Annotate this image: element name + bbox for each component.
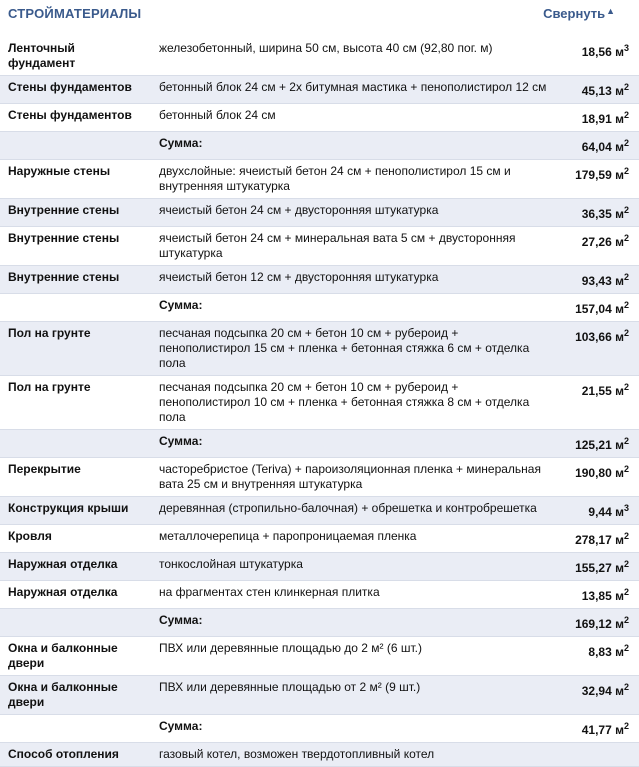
row-area — [555, 525, 639, 553]
row-description: двухслойные: ячеистый бетон 24 см + пенополистирол 15 см и внутренняя штукатурка — [148, 160, 555, 199]
section-header — [0, 0, 639, 36]
row-area — [555, 294, 639, 322]
row-name — [0, 430, 148, 458]
table-row — [0, 525, 639, 553]
table-row — [0, 266, 639, 294]
row-description: ячеистый бетон 12 см + двусторонняя штукатурка — [148, 266, 555, 294]
row-description: газовый котел, возможен твердотопливный котел — [148, 743, 555, 767]
row-area — [555, 497, 639, 525]
unit-exponent: 3 — [623, 43, 629, 53]
unit-exponent: 3 — [623, 503, 629, 513]
unit-exponent: 2 — [623, 328, 629, 338]
row-description: песчаная подсыпка 20 см + бетон 10 см + рубероид + пенополистирол 10 см + пленка + бетонная стяжка 8 см + отделка пола — [148, 376, 555, 430]
table-row — [0, 458, 639, 497]
unit-exponent: 2 — [623, 205, 629, 215]
table-row — [0, 637, 639, 676]
row-area — [555, 553, 639, 581]
chevron-up-icon[interactable]: ▲ — [606, 6, 615, 16]
row-area — [555, 266, 639, 294]
row-description: бетонный блок 24 см — [148, 104, 555, 132]
sum-row — [0, 430, 639, 458]
area-value: 18,91 м — [581, 112, 624, 126]
row-name: Конструкция крыши — [0, 497, 148, 525]
collapse-button[interactable] — [543, 6, 615, 21]
area-value: 8,83 м — [588, 645, 624, 659]
row-name: Наружные стены — [0, 160, 148, 199]
unit-exponent: 2 — [623, 382, 629, 392]
area-value: 27,26 м — [581, 235, 624, 249]
unit-exponent: 2 — [623, 615, 629, 625]
area-value: 9,44 м — [588, 505, 624, 519]
area-value: 21,55 м — [581, 384, 624, 398]
row-area — [555, 76, 639, 104]
row-area — [555, 322, 639, 376]
row-description: ПВХ или деревянные площадью до 2 м² (6 шт.) — [148, 637, 555, 676]
row-area — [555, 227, 639, 266]
row-area — [555, 676, 639, 715]
row-name: Пол на грунте — [0, 322, 148, 376]
row-description: часторебристое (Teriva) + пароизоляционная пленка + минеральная вата 25 см и внутренняя штукатурка — [148, 458, 555, 497]
row-area — [555, 637, 639, 676]
row-area — [555, 160, 639, 199]
row-area — [555, 609, 639, 637]
table-row — [0, 497, 639, 525]
row-name: Окна и балконные двери — [0, 637, 148, 676]
row-name — [0, 609, 148, 637]
row-area — [555, 376, 639, 430]
unit-exponent: 2 — [623, 531, 629, 541]
area-value: 125,21 м — [575, 438, 624, 452]
row-name: Внутренние стены — [0, 199, 148, 227]
section-title: СТРОЙМАТЕРИАЛЫ — [8, 6, 142, 21]
table-row — [0, 227, 639, 266]
unit-exponent: 2 — [623, 464, 629, 474]
sum-row — [0, 132, 639, 160]
row-description: песчаная подсыпка 20 см + бетон 10 см + рубероид + пенополистирол 15 см + пленка + бетонная стяжка 6 см + отделка пола — [148, 322, 555, 376]
table-row — [0, 553, 639, 581]
table-row — [0, 676, 639, 715]
area-value: 278,17 м — [575, 533, 624, 547]
area-value: 36,35 м — [581, 207, 624, 221]
row-name: Наружная отделка — [0, 581, 148, 609]
sum-row — [0, 294, 639, 322]
row-name: Внутренние стены — [0, 227, 148, 266]
row-name: Способ отопления — [0, 743, 148, 767]
row-area — [555, 743, 639, 767]
area-value: 18,56 м — [581, 45, 624, 59]
row-name — [0, 715, 148, 743]
unit-exponent: 2 — [623, 587, 629, 597]
area-value: 169,12 м — [575, 617, 624, 631]
unit-exponent: 2 — [623, 300, 629, 310]
row-name: Кровля — [0, 525, 148, 553]
row-area — [555, 715, 639, 743]
unit-exponent: 2 — [623, 436, 629, 446]
table-row — [0, 322, 639, 376]
row-description: деревянная (стропильно-балочная) + обрешетка и контробрешетка — [148, 497, 555, 525]
table-row — [0, 376, 639, 430]
area-value: 190,80 м — [575, 466, 624, 480]
table-row — [0, 581, 639, 609]
materials-table — [0, 36, 639, 767]
area-value: 157,04 м — [575, 302, 624, 316]
sum-label: Сумма: — [148, 430, 555, 458]
unit-exponent: 2 — [623, 166, 629, 176]
unit-exponent: 2 — [623, 643, 629, 653]
row-area — [555, 132, 639, 160]
area-value: 41,77 м — [581, 723, 624, 737]
area-value: 64,04 м — [581, 140, 624, 154]
row-area — [555, 581, 639, 609]
row-area — [555, 199, 639, 227]
row-description: тонкослойная штукатурка — [148, 553, 555, 581]
area-value: 179,59 м — [575, 168, 624, 182]
row-name — [0, 294, 148, 322]
row-area — [555, 104, 639, 132]
sum-row — [0, 609, 639, 637]
unit-exponent: 2 — [623, 233, 629, 243]
row-description: бетонный блок 24 см + 2х битумная мастика + пенополистирол 12 см — [148, 76, 555, 104]
row-area — [555, 458, 639, 497]
sum-row — [0, 715, 639, 743]
row-name: Окна и балконные двери — [0, 676, 148, 715]
table-row — [0, 199, 639, 227]
row-description: ячеистый бетон 24 см + двусторонняя штукатурка — [148, 199, 555, 227]
row-description: железобетонный, ширина 50 см, высота 40 см (92,80 пог. м) — [148, 37, 555, 76]
row-description: металлочерепица + паропроницаемая пленка — [148, 525, 555, 553]
row-name: Стены фундаментов — [0, 76, 148, 104]
unit-exponent: 2 — [623, 272, 629, 282]
sum-label: Сумма: — [148, 715, 555, 743]
row-name: Перекрытие — [0, 458, 148, 497]
unit-exponent: 2 — [623, 721, 629, 731]
row-description: ячеистый бетон 24 см + минеральная вата 5 см + двусторонняя штукатурка — [148, 227, 555, 266]
row-name: Пол на грунте — [0, 376, 148, 430]
unit-exponent: 2 — [623, 138, 629, 148]
unit-exponent: 2 — [623, 559, 629, 569]
row-description: на фрагментах стен клинкерная плитка — [148, 581, 555, 609]
area-value: 13,85 м — [581, 589, 624, 603]
area-value: 155,27 м — [575, 561, 624, 575]
area-value: 93,43 м — [581, 274, 624, 288]
sum-label: Сумма: — [148, 132, 555, 160]
unit-exponent: 2 — [623, 682, 629, 692]
row-name: Наружная отделка — [0, 553, 148, 581]
table-row — [0, 37, 639, 76]
sum-label: Сумма: — [148, 609, 555, 637]
row-name: Стены фундаментов — [0, 104, 148, 132]
row-description: ПВХ или деревянные площадью от 2 м² (9 шт.) — [148, 676, 555, 715]
row-name — [0, 132, 148, 160]
table-row — [0, 76, 639, 104]
table-row — [0, 104, 639, 132]
sum-label: Сумма: — [148, 294, 555, 322]
unit-exponent: 2 — [623, 82, 629, 92]
row-name: Ленточный фундамент — [0, 37, 148, 76]
row-name: Внутренние стены — [0, 266, 148, 294]
area-value: 45,13 м — [581, 84, 624, 98]
table-row — [0, 743, 639, 767]
collapse-label[interactable]: Свернуть — [543, 6, 606, 21]
unit-exponent: 2 — [623, 110, 629, 120]
row-area — [555, 37, 639, 76]
table-row — [0, 160, 639, 199]
area-value: 32,94 м — [581, 684, 624, 698]
area-value: 103,66 м — [575, 330, 624, 344]
row-area — [555, 430, 639, 458]
